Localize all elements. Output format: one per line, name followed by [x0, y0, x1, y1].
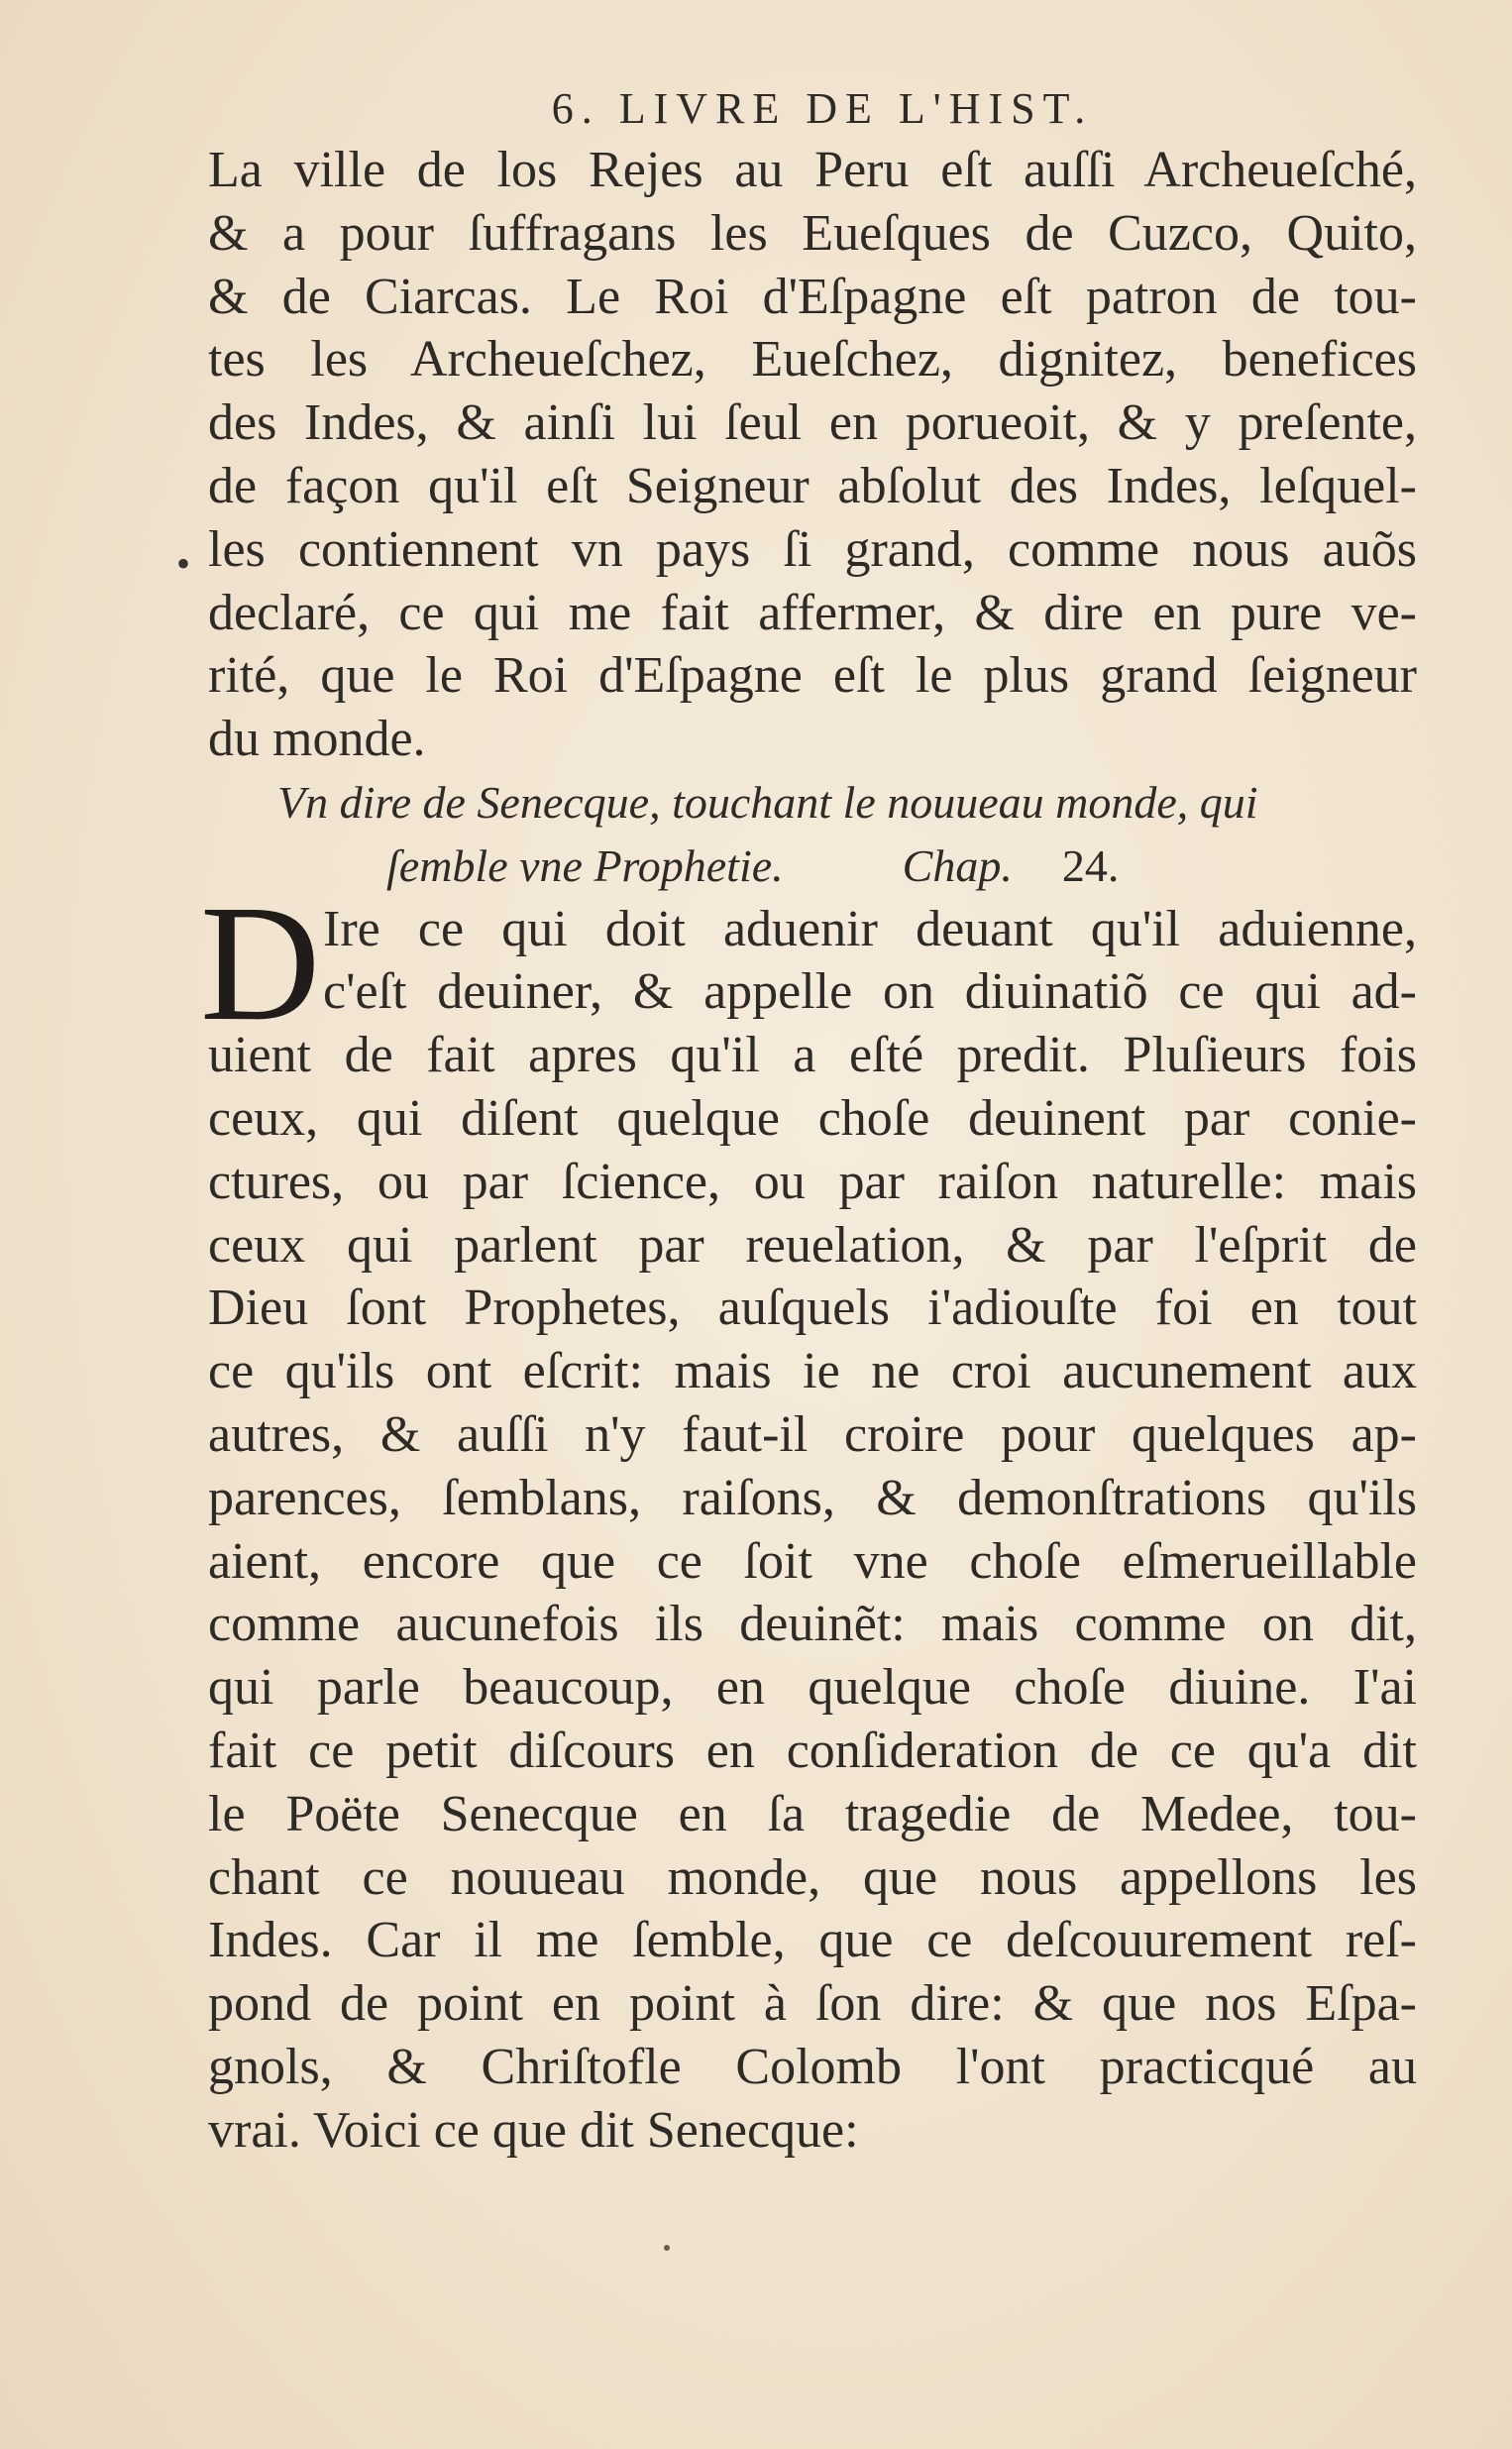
text-line: & a pour ſuffragans les Eueſques de Cuzco, Quito, — [208, 204, 1417, 262]
text-line: ceux qui parlent par reuelation, & par l'eſprit de — [208, 1216, 1417, 1274]
drop-cap: D — [200, 870, 321, 1056]
text-line: tes les Archeueſchez, Eueſchez, dignitez, benefices — [208, 331, 1417, 389]
text-line: qui parle beaucoup, en quelque choſe diuine. I'ai — [208, 1659, 1417, 1717]
chapter-heading — [208, 771, 1417, 898]
text-line: parences, ſemblans, raiſons, & demonſtrations qu'ils — [208, 1469, 1417, 1526]
text-line: uient de fait apres qu'il a eſté predit. Pluſieurs fois — [208, 1027, 1417, 1084]
text-line: ctures, ou par ſcience, ou par raiſon naturelle: mais — [208, 1153, 1417, 1210]
text-line: Indes. Car il me ſemble, que ce deſcouurement reſ- — [208, 1912, 1417, 1969]
chapter-number: 24. — [1061, 839, 1120, 891]
text-line: pond de point en point à ſon dire: & que nos Eſpa- — [208, 1975, 1417, 2033]
text-line: ce qu'ils ont eſcrit: mais ie ne croi aucunement aux — [208, 1343, 1417, 1400]
text-line: gnols, & Chriſtofle Colomb l'ont practicqué au — [208, 2038, 1417, 2095]
text-line: fait ce petit diſcours en conſideration de ce qu'a dit — [208, 1722, 1417, 1779]
text-line: rité, que le Roi d'Eſpagne eſt le plus grand ſeigneur — [208, 647, 1417, 705]
text-line: comme aucunefois ils deuinẽt: mais comme on dit, — [208, 1596, 1417, 1653]
text-line: du monde. — [208, 711, 426, 768]
paragraph-1 — [208, 139, 1417, 771]
text-column — [200, 79, 1417, 2163]
margin-mark: • — [176, 541, 191, 586]
text-line: des Indes, & ainſi lui ſeul en porueoit, & y preſente, — [208, 394, 1417, 452]
text-line: vrai. Voici ce que dit Senecque: — [208, 2101, 859, 2159]
text-line: & de Ciarcas. Le Roi d'Eſpagne eſt patron de tou- — [208, 268, 1417, 325]
text-line: autres, & auſſi n'y faut-il croire pour quelques ap- — [208, 1405, 1417, 1463]
text-line: de façon qu'il eſt Seigneur abſolut des Indes, leſquel- — [208, 457, 1417, 514]
text-line: ceux, qui diſent quelque choſe deuinent par conie- — [208, 1089, 1417, 1147]
text-line: les contiennent vn pays ſi grand, comme nous auõs — [208, 520, 1417, 578]
paragraph-2 — [200, 870, 1417, 2163]
ink-speck — [664, 2245, 670, 2251]
text-line: le Poëte Senecque en ſa tragedie de Medee, tou- — [208, 1785, 1417, 1842]
text-line: aient, encore que ce ſoit vne choſe eſmerueillable — [208, 1532, 1417, 1590]
text-line: Ire ce qui doit aduenir deuant qu'il aduienne, — [323, 900, 1417, 957]
chapter-title-text: ſemble vne Prophetie. — [386, 839, 784, 891]
running-head: 6. LIVRE DE L'HIST. — [551, 84, 1094, 133]
text-line: La ville de los Rejes au Peru eſt auſſi Archeueſché, — [208, 142, 1417, 198]
chapter-label: Chap. — [902, 839, 1013, 891]
chapter-title-line-1: Vn dire de Senecque, touchant le nouueau monde, qui — [277, 776, 1258, 828]
text-line: Dieu ſont Prophetes, auſquels i'adiouſte foi en tout — [208, 1280, 1417, 1337]
text-line: c'eſt deuiner, & appelle on diuinatiõ ce qui ad- — [323, 963, 1417, 1021]
text-line: declaré, ce qui me fait affermer, & dire en pure ve- — [208, 584, 1417, 641]
chapter-title-line-2 — [208, 835, 1417, 898]
text-line: chant ce nouueau monde, que nous appellons les — [208, 1848, 1417, 1906]
